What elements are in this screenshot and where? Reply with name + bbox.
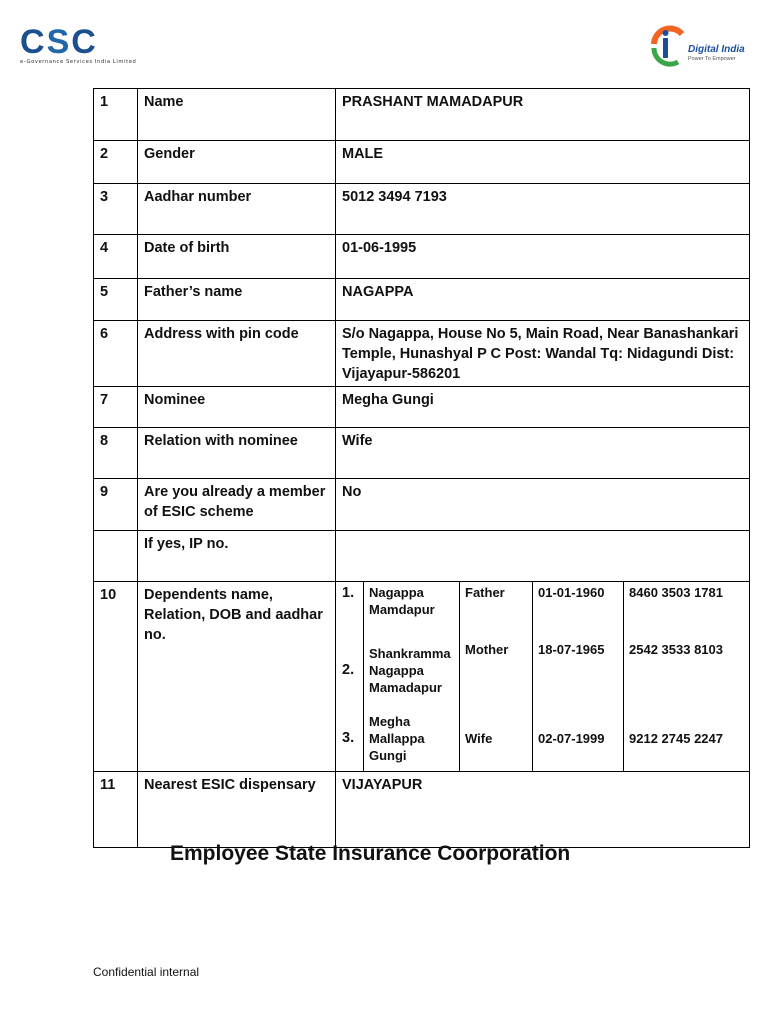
row-number: 2 xyxy=(94,141,138,184)
row-number: 9 xyxy=(94,479,138,531)
row-number: 1 xyxy=(94,89,138,141)
row-number: 5 xyxy=(94,279,138,321)
table-row xyxy=(94,184,750,235)
row-number: 7 xyxy=(94,387,138,428)
field-label: If yes, IP no. xyxy=(138,531,336,582)
dependent-row xyxy=(336,635,749,705)
dependent-aadhar: 2542 3533 8103 xyxy=(624,635,750,705)
dependents-row xyxy=(94,582,750,772)
employee-details-table xyxy=(93,88,750,848)
dependent-name: Nagappa Mamdapur xyxy=(364,582,460,635)
field-label: Are you already a member of ESIC scheme xyxy=(138,479,336,531)
row-number: 4 xyxy=(94,235,138,279)
dependent-relation: Mother xyxy=(460,635,533,705)
field-label: Name xyxy=(138,89,336,141)
organization-title: Employee State Insurance Coorporation xyxy=(170,842,571,865)
field-label: Date of birth xyxy=(138,235,336,279)
confidential-note: Confidential internal xyxy=(93,965,200,979)
dependent-dob: 18-07-1965 xyxy=(533,635,624,705)
field-value: Wife xyxy=(336,428,750,479)
table-row xyxy=(94,531,750,582)
field-label: Nearest ESIC dispensary xyxy=(138,772,336,848)
dependent-number: 2. xyxy=(342,661,355,678)
csc-tagline: e-Governance Services India Limited xyxy=(20,59,137,65)
dependent-name: Shankramma Nagappa Mamadapur xyxy=(364,635,460,705)
field-value: NAGAPPA xyxy=(336,279,750,321)
field-value: MALE xyxy=(336,141,750,184)
field-value: S/o Nagappa, House No 5, Main Road, Near Banashankari Temple, Hunashyal P C Post: Wandal Tq: Nidagundi Dist: Vijayapur-586201 xyxy=(336,321,750,387)
field-value: PRASHANT MAMADAPUR xyxy=(336,89,750,141)
dependents-cell xyxy=(336,582,750,772)
table-row xyxy=(94,772,750,848)
table-row xyxy=(94,387,750,428)
row-number: 10 xyxy=(94,582,138,772)
csc-letter: S xyxy=(46,23,70,61)
table-row xyxy=(94,141,750,184)
field-value: VIJAYAPUR xyxy=(336,772,750,848)
dependent-relation: Father xyxy=(460,582,533,635)
field-value xyxy=(336,531,750,582)
field-label: Dependents name, Relation, DOB and aadhar no. xyxy=(138,582,336,772)
table-row xyxy=(94,321,750,387)
dependent-row xyxy=(336,582,749,635)
row-number: 8 xyxy=(94,428,138,479)
table-row xyxy=(94,279,750,321)
field-value: No xyxy=(336,479,750,531)
row-number xyxy=(94,531,138,582)
dependent-aadhar: 8460 3503 1781 xyxy=(624,582,750,635)
digital-india-text: Digital India xyxy=(688,44,745,55)
field-label: Nominee xyxy=(138,387,336,428)
dependent-name: Megha Mallappa Gungi xyxy=(364,705,460,771)
table-row xyxy=(94,235,750,279)
dependent-dob: 01-01-1960 xyxy=(533,582,624,635)
digital-india-logo xyxy=(648,22,748,68)
field-value: Megha Gungi xyxy=(336,387,750,428)
field-value: 5012 3494 7193 xyxy=(336,184,750,235)
field-label: Aadhar number xyxy=(138,184,336,235)
csc-letter: C xyxy=(20,23,45,61)
row-number: 11 xyxy=(94,772,138,848)
digital-india-tagline: Power To Empower xyxy=(688,56,736,62)
dependent-relation: Wife xyxy=(460,705,533,771)
dependent-number: 3. xyxy=(342,729,355,746)
csc-letter: C xyxy=(71,23,96,61)
dependent-dob: 02-07-1999 xyxy=(533,705,624,771)
dependents-table xyxy=(336,582,749,771)
field-label: Address with pin code xyxy=(138,321,336,387)
dependent-row xyxy=(336,705,749,771)
csc-logo xyxy=(20,23,150,68)
digital-india-emblem-icon xyxy=(648,22,688,68)
table-row xyxy=(94,479,750,531)
table-row xyxy=(94,89,750,141)
dependent-aadhar: 9212 2745 2247 xyxy=(624,705,750,771)
field-label: Father’s name xyxy=(138,279,336,321)
row-number: 6 xyxy=(94,321,138,387)
table-row xyxy=(94,428,750,479)
row-number: 3 xyxy=(94,184,138,235)
dependent-number: 1. xyxy=(342,585,355,601)
field-label: Relation with nominee xyxy=(138,428,336,479)
field-label: Gender xyxy=(138,141,336,184)
field-value: 01-06-1995 xyxy=(336,235,750,279)
